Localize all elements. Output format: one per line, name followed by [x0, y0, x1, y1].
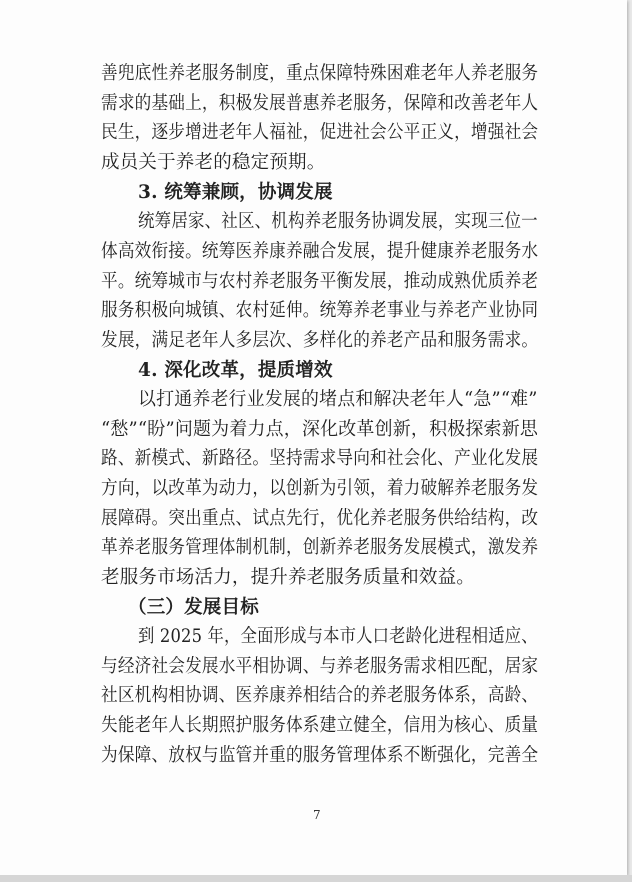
body-line: 平。统筹城市与农村养老服务平衡发展，推动成熟优质养老	[101, 271, 539, 292]
body-line: 革养老服务管理体制机制，创新养老服务发展模式，激发养	[101, 537, 539, 558]
section-heading-4: 4. 深化改革，提质增效	[138, 360, 333, 381]
body-line: 方向，以改革为动力，以创新为引领，着力破解养老服务发	[101, 478, 539, 499]
body-line: 统筹居家、社区、机构养老服务协调发展，实现三位一	[138, 211, 538, 232]
body-line: 发展，满足老年人多层次、多样化的养老产品和服务需求。	[101, 330, 539, 351]
body-line: 路、新模式、新路径。坚持需求导向和社会化、产业化发展	[101, 448, 539, 469]
body-line: 以打通养老行业发展的堵点和解决老年人“急”“难”	[138, 389, 538, 410]
body-line: “愁”“盼”问题为着力点，深化改革创新，积极探索新思	[101, 419, 539, 440]
section-heading-3: 3. 统筹兼顾，协调发展	[138, 182, 333, 203]
body-line: 为保障、放权与监管并重的服务管理体系不断强化，完善全	[101, 745, 539, 766]
page-bottom-edge	[0, 875, 632, 882]
body-line: 失能老年人长期照护服务体系建立健全，信用为核心、质量	[101, 715, 539, 736]
body-line: 成员关于养老的稳定预期。	[101, 152, 326, 173]
body-line: 需求的基础上，积极发展普惠养老服务，保障和改善老年人	[101, 93, 539, 114]
section-heading-targets: （三）发展目标	[128, 597, 259, 618]
body-line: 服务积极向城镇、农村延伸。统筹养老事业与养老产业协同	[101, 300, 539, 321]
body-line: 老服务市场活力，提升养老服务质量和效益。	[101, 567, 476, 588]
body-line: 到 2025 年，全面形成与本市人口老龄化进程相适应、	[138, 626, 538, 647]
page-number: 7	[313, 808, 321, 822]
body-line: 展障碍。突出重点、试点先行，优化养老服务供给结构，改	[101, 508, 539, 529]
body-line: 社区机构相协调、医养康养相结合的养老服务体系，高龄、	[101, 685, 539, 706]
body-line: 与经济社会发展水平相协调、与养老服务需求相匹配，居家	[101, 656, 539, 677]
body-line: 善兜底性养老服务制度，重点保障特殊困难老年人养老服务	[101, 63, 539, 84]
body-line: 体高效衔接。统筹医养康养融合发展，提升健康养老服务水	[101, 241, 539, 262]
body-line: 民生，逐步增进老年人福祉，促进社会公平正义，增强社会	[101, 122, 539, 143]
